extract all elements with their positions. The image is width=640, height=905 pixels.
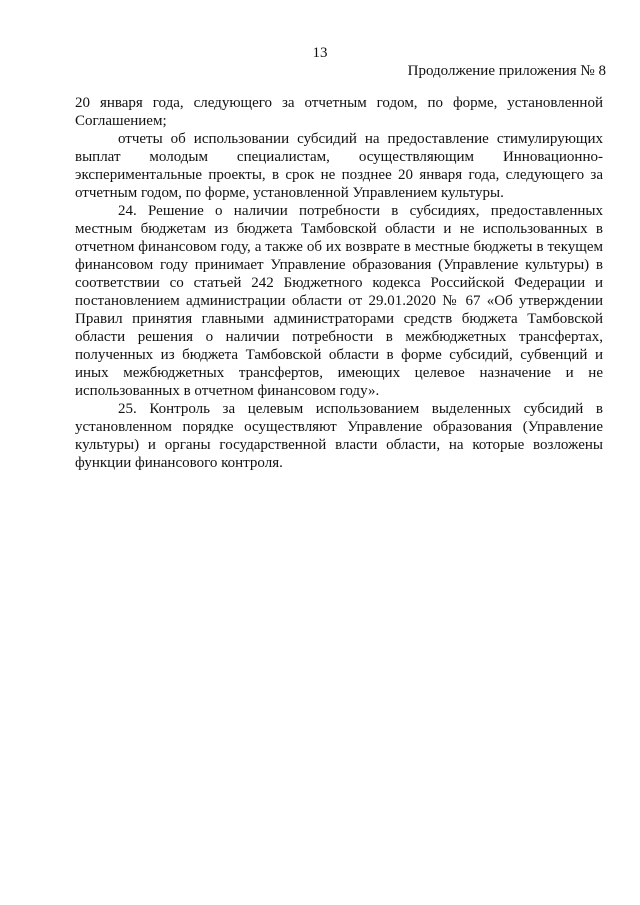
- paragraph-continuation: 20 января года, следующего за отчетным годом, по форме, установленной Соглашением;: [75, 95, 603, 129]
- document-body: [75, 94, 603, 472]
- paragraph-item-25: 25. Контроль за целевым использованием выделенных субсидий в установленном порядке осуществляют Управление образования (Управление культуры) и органы государственной власти области, на которые возложены функции финансового контроля.: [75, 401, 603, 471]
- appendix-continuation-note: Продолжение приложения № 8: [407, 63, 606, 79]
- page-number: 13: [312, 45, 328, 61]
- paragraph-reports: отчеты об использовании субсидий на предоставление стимулирующих выплат молодым специалистам, осуществляющим Инновационно-экспериментальные проекты, в срок не позднее 20 января года, следующего за отчетным годом, по форме, установленной Управлением культуры.: [75, 131, 603, 201]
- paragraph-item-24: 24. Решение о наличии потребности в субсидиях, предоставленных местным бюджетам из бюджета Тамбовской области и не использованных в отчетном финансовом году, а также об их возврате в местные бюджеты в текущем финансовом году принимает Управление образования (Управление культуры) в соответствии со статьей 242 Бюджетного кодекса Российской Федерации и постановлением администрации области от 29.01.2020 № 67 «Об утверждении Правил принятия главными администраторами средств бюджета Тамбовской области решения о наличии потребности в межбюджетных трансфертах, полученных из бюджета Тамбовской области в форме субсидий, субвенций и иных межбюджетных трансфертов, имеющих целевое назначение и не использованных в отчетном финансовом году».: [75, 203, 603, 399]
